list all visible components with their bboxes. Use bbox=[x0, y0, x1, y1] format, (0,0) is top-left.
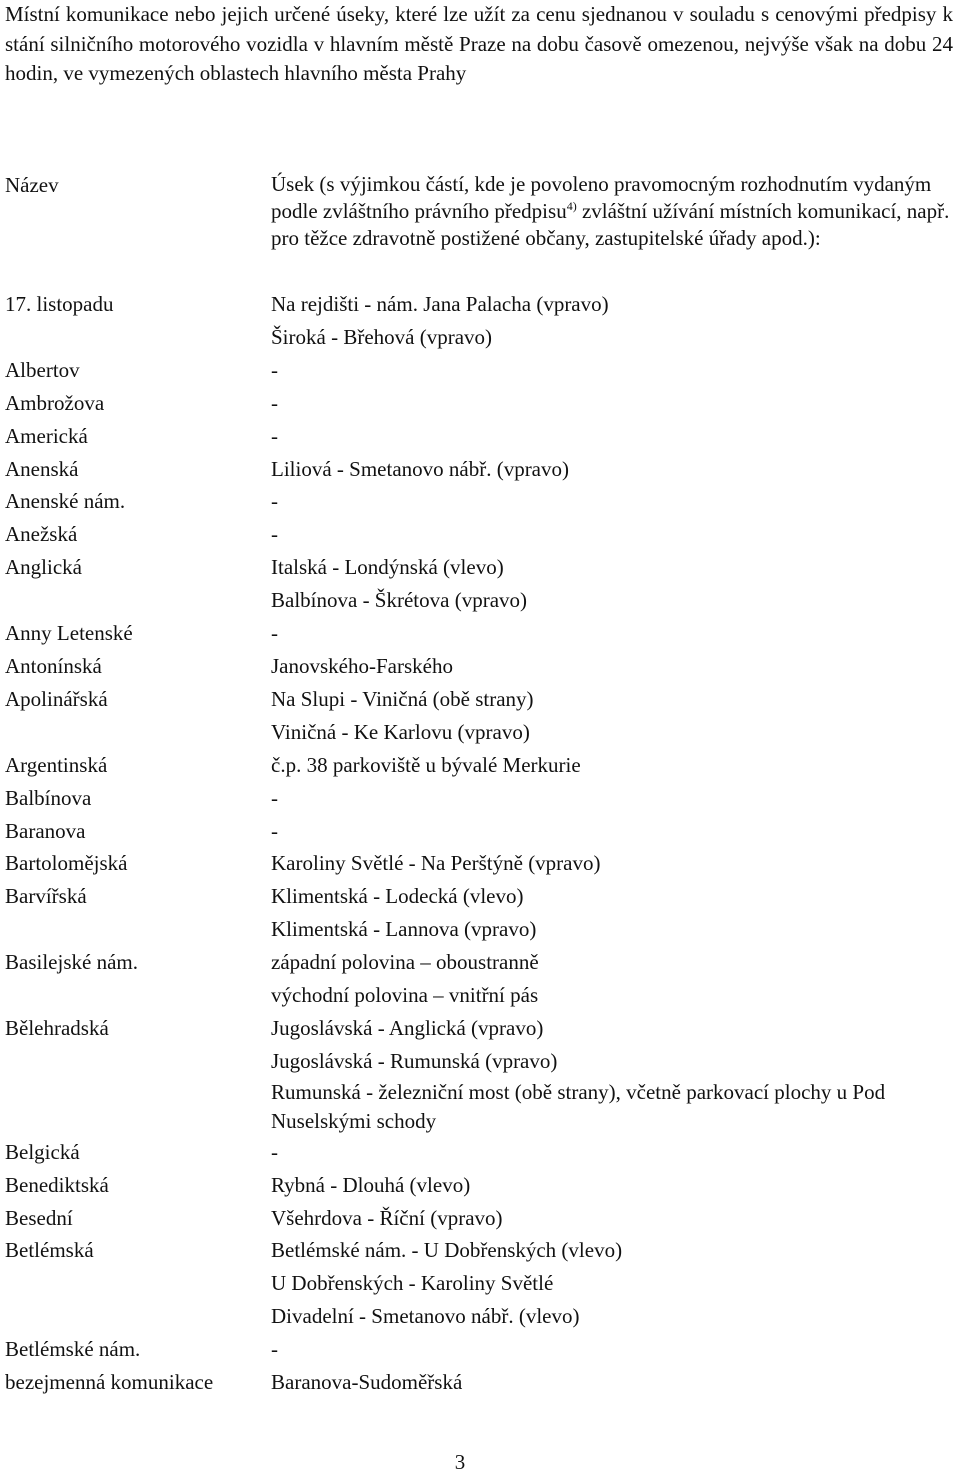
street-sections bbox=[271, 650, 960, 683]
street-sections bbox=[271, 1202, 960, 1235]
table-row bbox=[5, 420, 960, 453]
section-entry: - bbox=[271, 522, 278, 547]
section-entry: Italská - Londýnská (vlevo) bbox=[271, 555, 504, 580]
street-name: Anny Letenské bbox=[5, 621, 133, 646]
table-row bbox=[5, 782, 960, 815]
street-name: Bartolomějská bbox=[5, 851, 128, 876]
street-name: Besední bbox=[5, 1205, 73, 1230]
section-entry: - bbox=[271, 1337, 278, 1362]
street-name: Albertov bbox=[5, 357, 80, 382]
footnote-reference: 4) bbox=[566, 199, 577, 213]
street-sections bbox=[271, 288, 960, 354]
street-sections bbox=[271, 946, 960, 1012]
street-name: Americká bbox=[5, 423, 88, 448]
section-entry: - bbox=[271, 489, 278, 514]
street-name: Balbínova bbox=[5, 785, 92, 810]
street-sections bbox=[271, 749, 960, 782]
street-sections bbox=[271, 551, 960, 617]
section-entry: Jugoslávská - Rumunská (vpravo) bbox=[271, 1048, 558, 1073]
table-row bbox=[5, 880, 960, 946]
street-name: Baranova bbox=[5, 818, 86, 843]
street-sections bbox=[271, 1234, 960, 1333]
street-name: Apolinářská bbox=[5, 686, 108, 711]
table-row bbox=[5, 387, 960, 420]
street-name: Anenská bbox=[5, 456, 79, 481]
street-name: Ambrožova bbox=[5, 390, 105, 415]
section-entry: Baranova-Sudoměřská bbox=[271, 1370, 463, 1395]
table-row bbox=[5, 617, 960, 650]
header-section-text-continued: zvláštní užívání místních komunikací, např. pro těžce zdravotně postižené občany, zastupitelské úřady apod.): bbox=[271, 199, 950, 250]
street-sections bbox=[271, 1333, 960, 1366]
street-name: Argentinská bbox=[5, 752, 108, 777]
section-entry: - bbox=[271, 785, 278, 810]
table-row bbox=[5, 453, 960, 486]
section-entry: č.p. 38 parkoviště u bývalé Merkurie bbox=[271, 752, 581, 777]
street-sections bbox=[271, 518, 960, 551]
section-entry: Viničná - Ke Karlovu (vpravo) bbox=[271, 719, 530, 744]
table-row bbox=[5, 683, 960, 749]
street-sections bbox=[271, 1366, 960, 1399]
table-row bbox=[5, 1234, 960, 1333]
street-name: bezejmenná komunikace bbox=[5, 1370, 214, 1395]
intro-paragraph: Místní komunikace nebo jejich určené úseky, které lze užít za cenu sjednanou v souladu s cenovými předpisy k stání silničního motorového vozidla v hlavním městě Praze na dobu časově omezenou, nejvýše však na dobu 24 hodin, ve vymezených oblastech hlavního města Prahy bbox=[5, 2, 953, 85]
street-sections bbox=[271, 485, 960, 518]
section-entry: Karoliny Světlé - Na Perštýně (vpravo) bbox=[271, 851, 601, 876]
section-entry: Všehrdova - Říční (vpravo) bbox=[271, 1205, 503, 1230]
table-row bbox=[5, 485, 960, 518]
street-name: Anenské nám. bbox=[5, 489, 126, 514]
street-name: Anežská bbox=[5, 522, 78, 547]
street-name: Basilejské nám. bbox=[5, 950, 138, 975]
section-entry: Rybná - Dlouhá (vlevo) bbox=[271, 1172, 471, 1197]
table-row bbox=[5, 1169, 960, 1202]
table-row bbox=[5, 847, 960, 880]
table-row bbox=[5, 518, 960, 551]
section-entry: Široká - Břehová (vpravo) bbox=[271, 324, 493, 349]
section-entry: Klimentská - Lannova (vpravo) bbox=[271, 917, 537, 942]
section-entry: Janovského-Farského bbox=[271, 653, 453, 678]
street-name: Antonínská bbox=[5, 653, 102, 678]
street-sections bbox=[271, 1136, 960, 1169]
table-row bbox=[5, 1012, 960, 1136]
section-entry: východní polovina – vnitřní pás bbox=[271, 983, 539, 1008]
column-header-section bbox=[271, 171, 959, 252]
section-entry: - bbox=[271, 357, 278, 382]
section-entry: U Dobřenských - Karoliny Světlé bbox=[271, 1271, 554, 1296]
section-entry: - bbox=[271, 390, 278, 415]
street-sections bbox=[271, 453, 960, 486]
table-row bbox=[5, 946, 960, 1012]
street-name: Betlémská bbox=[5, 1238, 94, 1263]
table-row bbox=[5, 1136, 960, 1169]
section-entry: Rumunská - železniční most (obě strany), včetně parkovací plochy u Pod Nuselskými schody bbox=[271, 1079, 886, 1133]
section-entry: Na Slupi - Viničná (obě strany) bbox=[271, 686, 534, 711]
table-row bbox=[5, 1366, 960, 1399]
table-row bbox=[5, 288, 960, 354]
section-entry: Jugoslávská - Anglická (vpravo) bbox=[271, 1015, 544, 1040]
section-entry: - bbox=[271, 1139, 278, 1164]
section-entry: Na rejdišti - nám. Jana Palacha (vpravo) bbox=[271, 292, 609, 316]
street-sections bbox=[271, 420, 960, 453]
table-row bbox=[5, 1202, 960, 1235]
street-sections bbox=[271, 683, 960, 749]
section-entry: - bbox=[271, 818, 278, 843]
street-name: Barvířská bbox=[5, 884, 87, 909]
street-sections bbox=[271, 847, 960, 880]
street-name: Bělehradská bbox=[5, 1015, 109, 1040]
section-entry: Klimentská - Lodecká (vlevo) bbox=[271, 884, 524, 909]
section-entry: Betlémské nám. - U Dobřenských (vlevo) bbox=[271, 1238, 623, 1263]
table-row bbox=[5, 749, 960, 782]
table-row bbox=[5, 815, 960, 848]
section-entry: - bbox=[271, 423, 278, 448]
street-sections bbox=[271, 782, 960, 815]
street-sections bbox=[271, 387, 960, 420]
street-sections bbox=[271, 1169, 960, 1202]
table-row bbox=[5, 354, 960, 387]
street-sections bbox=[271, 815, 960, 848]
table-row bbox=[5, 1333, 960, 1366]
street-table bbox=[5, 288, 960, 1399]
street-sections bbox=[271, 880, 960, 946]
section-entry: Divadelní - Smetanovo nábř. (vlevo) bbox=[271, 1304, 580, 1329]
street-name: Belgická bbox=[5, 1139, 80, 1164]
street-sections bbox=[271, 1012, 960, 1136]
street-sections bbox=[271, 354, 960, 387]
section-entry: Balbínova - Škrétova (vpravo) bbox=[271, 588, 528, 613]
street-name: 17. listopadu bbox=[5, 292, 114, 316]
header-section-text: Úsek (s výjimkou částí, kde je povoleno pravomocným rozhodnutím vydaným podle zvláštního právního předpisu bbox=[271, 172, 932, 223]
street-name: Benediktská bbox=[5, 1172, 109, 1197]
table-row bbox=[5, 551, 960, 617]
street-name: Betlémské nám. bbox=[5, 1337, 141, 1362]
section-entry: Liliová - Smetanovo nábř. (vpravo) bbox=[271, 456, 569, 481]
street-name: Anglická bbox=[5, 555, 82, 580]
page-number: 3 bbox=[454, 1450, 466, 1474]
table-row bbox=[5, 650, 960, 683]
section-entry: - bbox=[271, 621, 278, 646]
column-header-name: Název bbox=[5, 173, 59, 197]
street-sections bbox=[271, 617, 960, 650]
section-entry: západní polovina – oboustranně bbox=[271, 950, 539, 975]
